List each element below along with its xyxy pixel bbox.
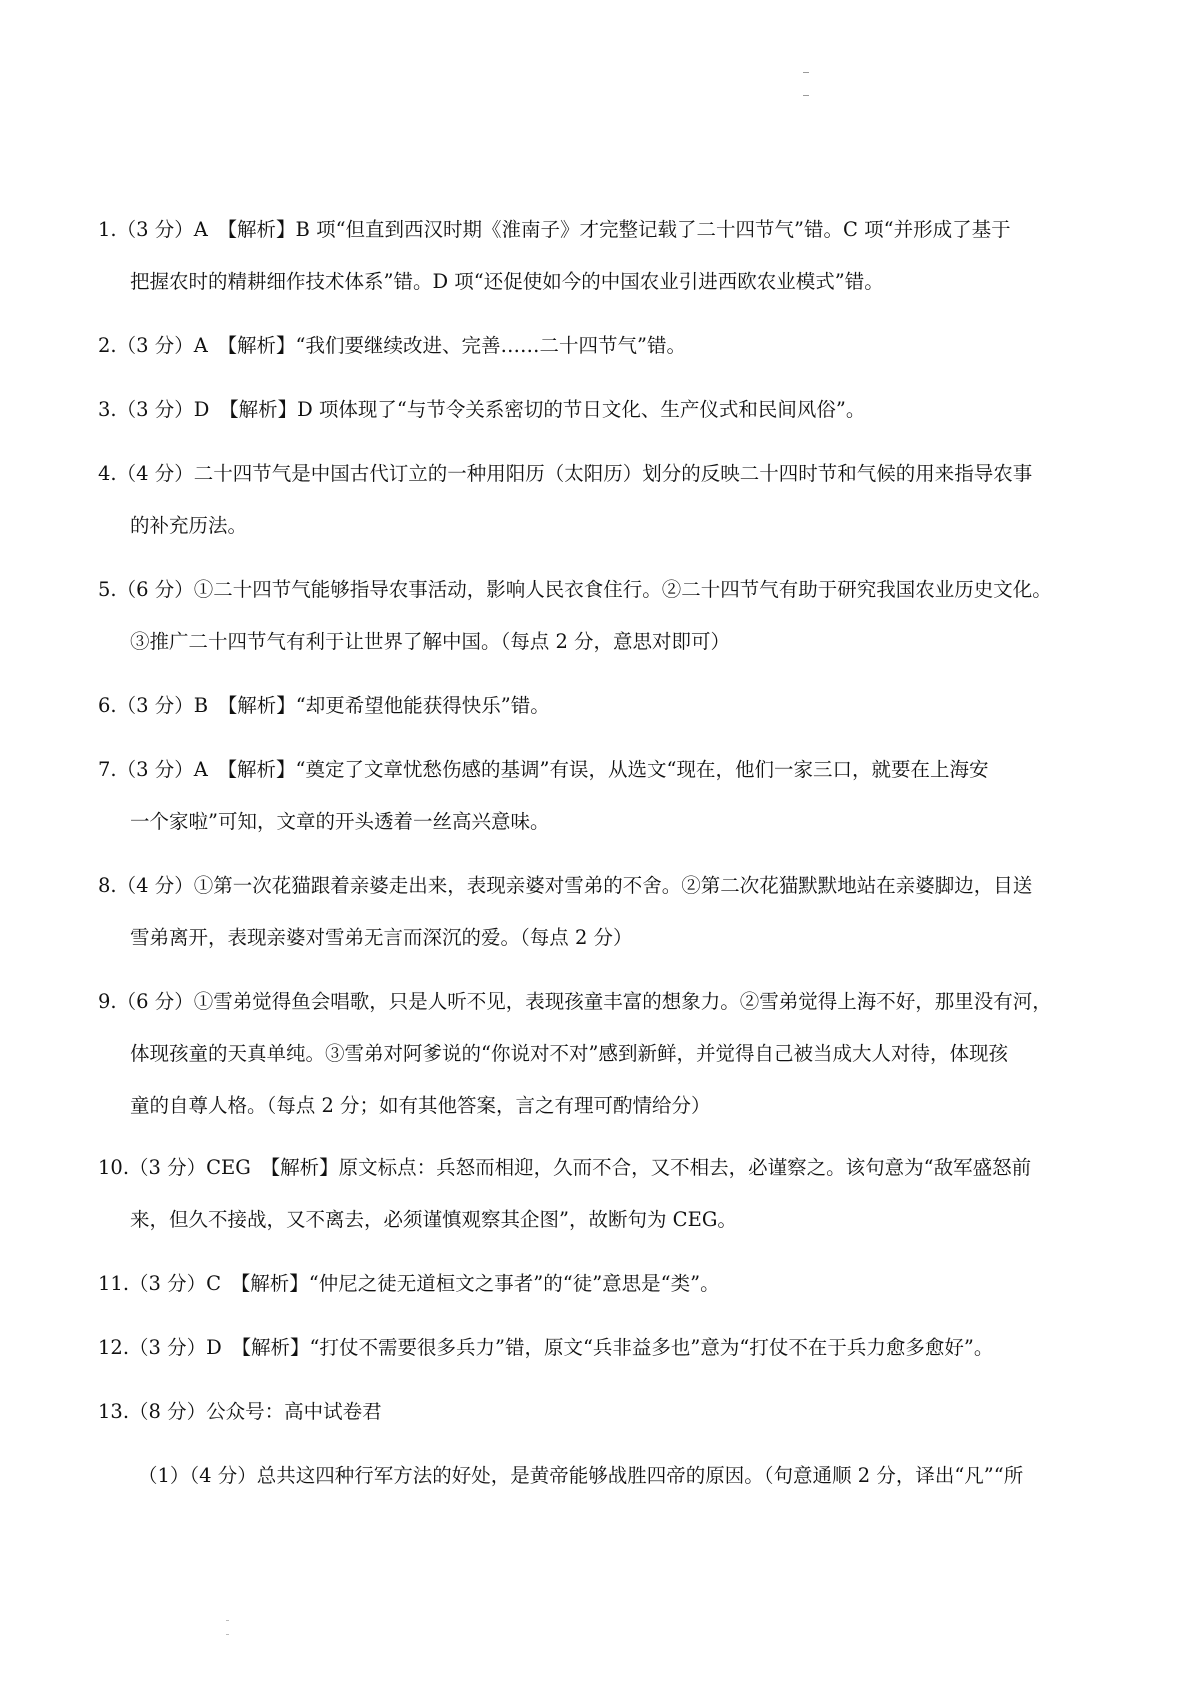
answer-line: 一个家啦”可知，文章的开头透着一丝高兴意味。 [130,810,550,833]
answer-line: 3.（3 分）D 【解析】D 项体现了“与节令关系密切的节日文化、生产仪式和民间风俗”。 [98,398,866,421]
answer-item-10 [98,1142,1118,1246]
answer-item-5 [98,564,1118,668]
answer-list [98,204,1118,1514]
answer-line: 来，但久不接战，又不离去，必须谨慎观察其企图”，故断句为 CEG。 [130,1208,737,1231]
answer-item-13-1 [98,1450,1118,1502]
answer-line: 把握农时的精耕细作技术体系”错。D 项“还促使如今的中国农业引进西欧农业模式”错。 [130,270,884,293]
answer-line: 6.（3 分）B 【解析】“却更希望他能获得快乐”错。 [98,694,550,717]
answer-line: 11.（3 分）C 【解析】“仲尼之徒无道桓文之事者”的“徒”意思是“类”。 [98,1272,720,1295]
answer-line: 8.（4 分）①第一次花猫跟着亲婆走出来，表现亲婆对雪弟的不舍。②第二次花猫默默地站在亲婆脚边，目送 [98,874,1033,897]
answer-line: 7.（3 分）A 【解析】“奠定了文章忧愁伤感的基调”有误，从选文“现在，他们一家三口，就要在上海安 [98,758,989,781]
scan-mark [803,72,809,73]
answer-line: ③推广二十四节气有利于让世界了解中国。（每点 2 分，意思对即可） [130,630,731,653]
answer-line: 体现孩童的天真单纯。③雪弟对阿爹说的“你说对不对”感到新鲜，并觉得自己被当成大人对待，体现孩 [130,1042,1008,1065]
answer-item-11 [98,1258,1118,1310]
answer-item-13 [98,1386,1118,1438]
answer-line: 1.（3 分）A 【解析】B 项“但直到西汉时期《淮南子》才完整记载了二十四节气”错。C 项“并形成了基于 [98,218,1011,241]
answer-item-4 [98,448,1118,552]
scan-mark [226,1634,229,1635]
answer-line: 10.（3 分）CEG 【解析】原文标点：兵怒而相迎，久而不合，又不相去，必谨察之。该句意为“敌军盛怒前 [98,1156,1032,1179]
answer-line: 的补充历法。 [130,514,248,537]
answer-item-1 [98,204,1118,308]
answer-line: 童的自尊人格。（每点 2 分；如有其他答案，言之有理可酌情给分） [130,1094,711,1117]
answer-line: 雪弟离开，表现亲婆对雪弟无言而深沉的爱。（每点 2 分） [130,926,633,949]
answer-line: 9.（6 分）①雪弟觉得鱼会唱歌，只是人听不见，表现孩童丰富的想象力。②雪弟觉得上海不好，那里没有河， [98,990,1052,1013]
answer-line: 12.（3 分）D 【解析】“打仗不需要很多兵力”错，原文“兵非益多也”意为“打仗不在于兵力愈多愈好”。 [98,1336,994,1359]
answer-item-8 [98,860,1118,964]
answer-item-2 [98,320,1118,372]
answer-line: 4.（4 分）二十四节气是中国古代订立的一种用阳历（太阳历）划分的反映二十四时节和气候的用来指导农事 [98,462,1033,485]
scan-mark [226,1620,229,1621]
answer-item-7 [98,744,1118,848]
answer-line: 5.（6 分）①二十四节气能够指导农事活动，影响人民衣食住行。②二十四节气有助于研究我国农业历史文化。 [98,578,1052,601]
answer-item-12 [98,1322,1118,1374]
answer-item-6 [98,680,1118,732]
answer-item-9 [98,976,1118,1132]
answer-line: （1）（4 分）总共这四种行军方法的好处，是黄帝能够战胜四帝的原因。（句意通顺 2 分，译出“凡”“所 [138,1464,1024,1487]
scan-mark [803,95,809,96]
answer-line: 2.（3 分）A 【解析】“我们要继续改进、完善……二十四节气”错。 [98,334,686,357]
answer-line: 13.（8 分）公众号：高中试卷君 [98,1400,382,1423]
answer-item-3 [98,384,1118,436]
